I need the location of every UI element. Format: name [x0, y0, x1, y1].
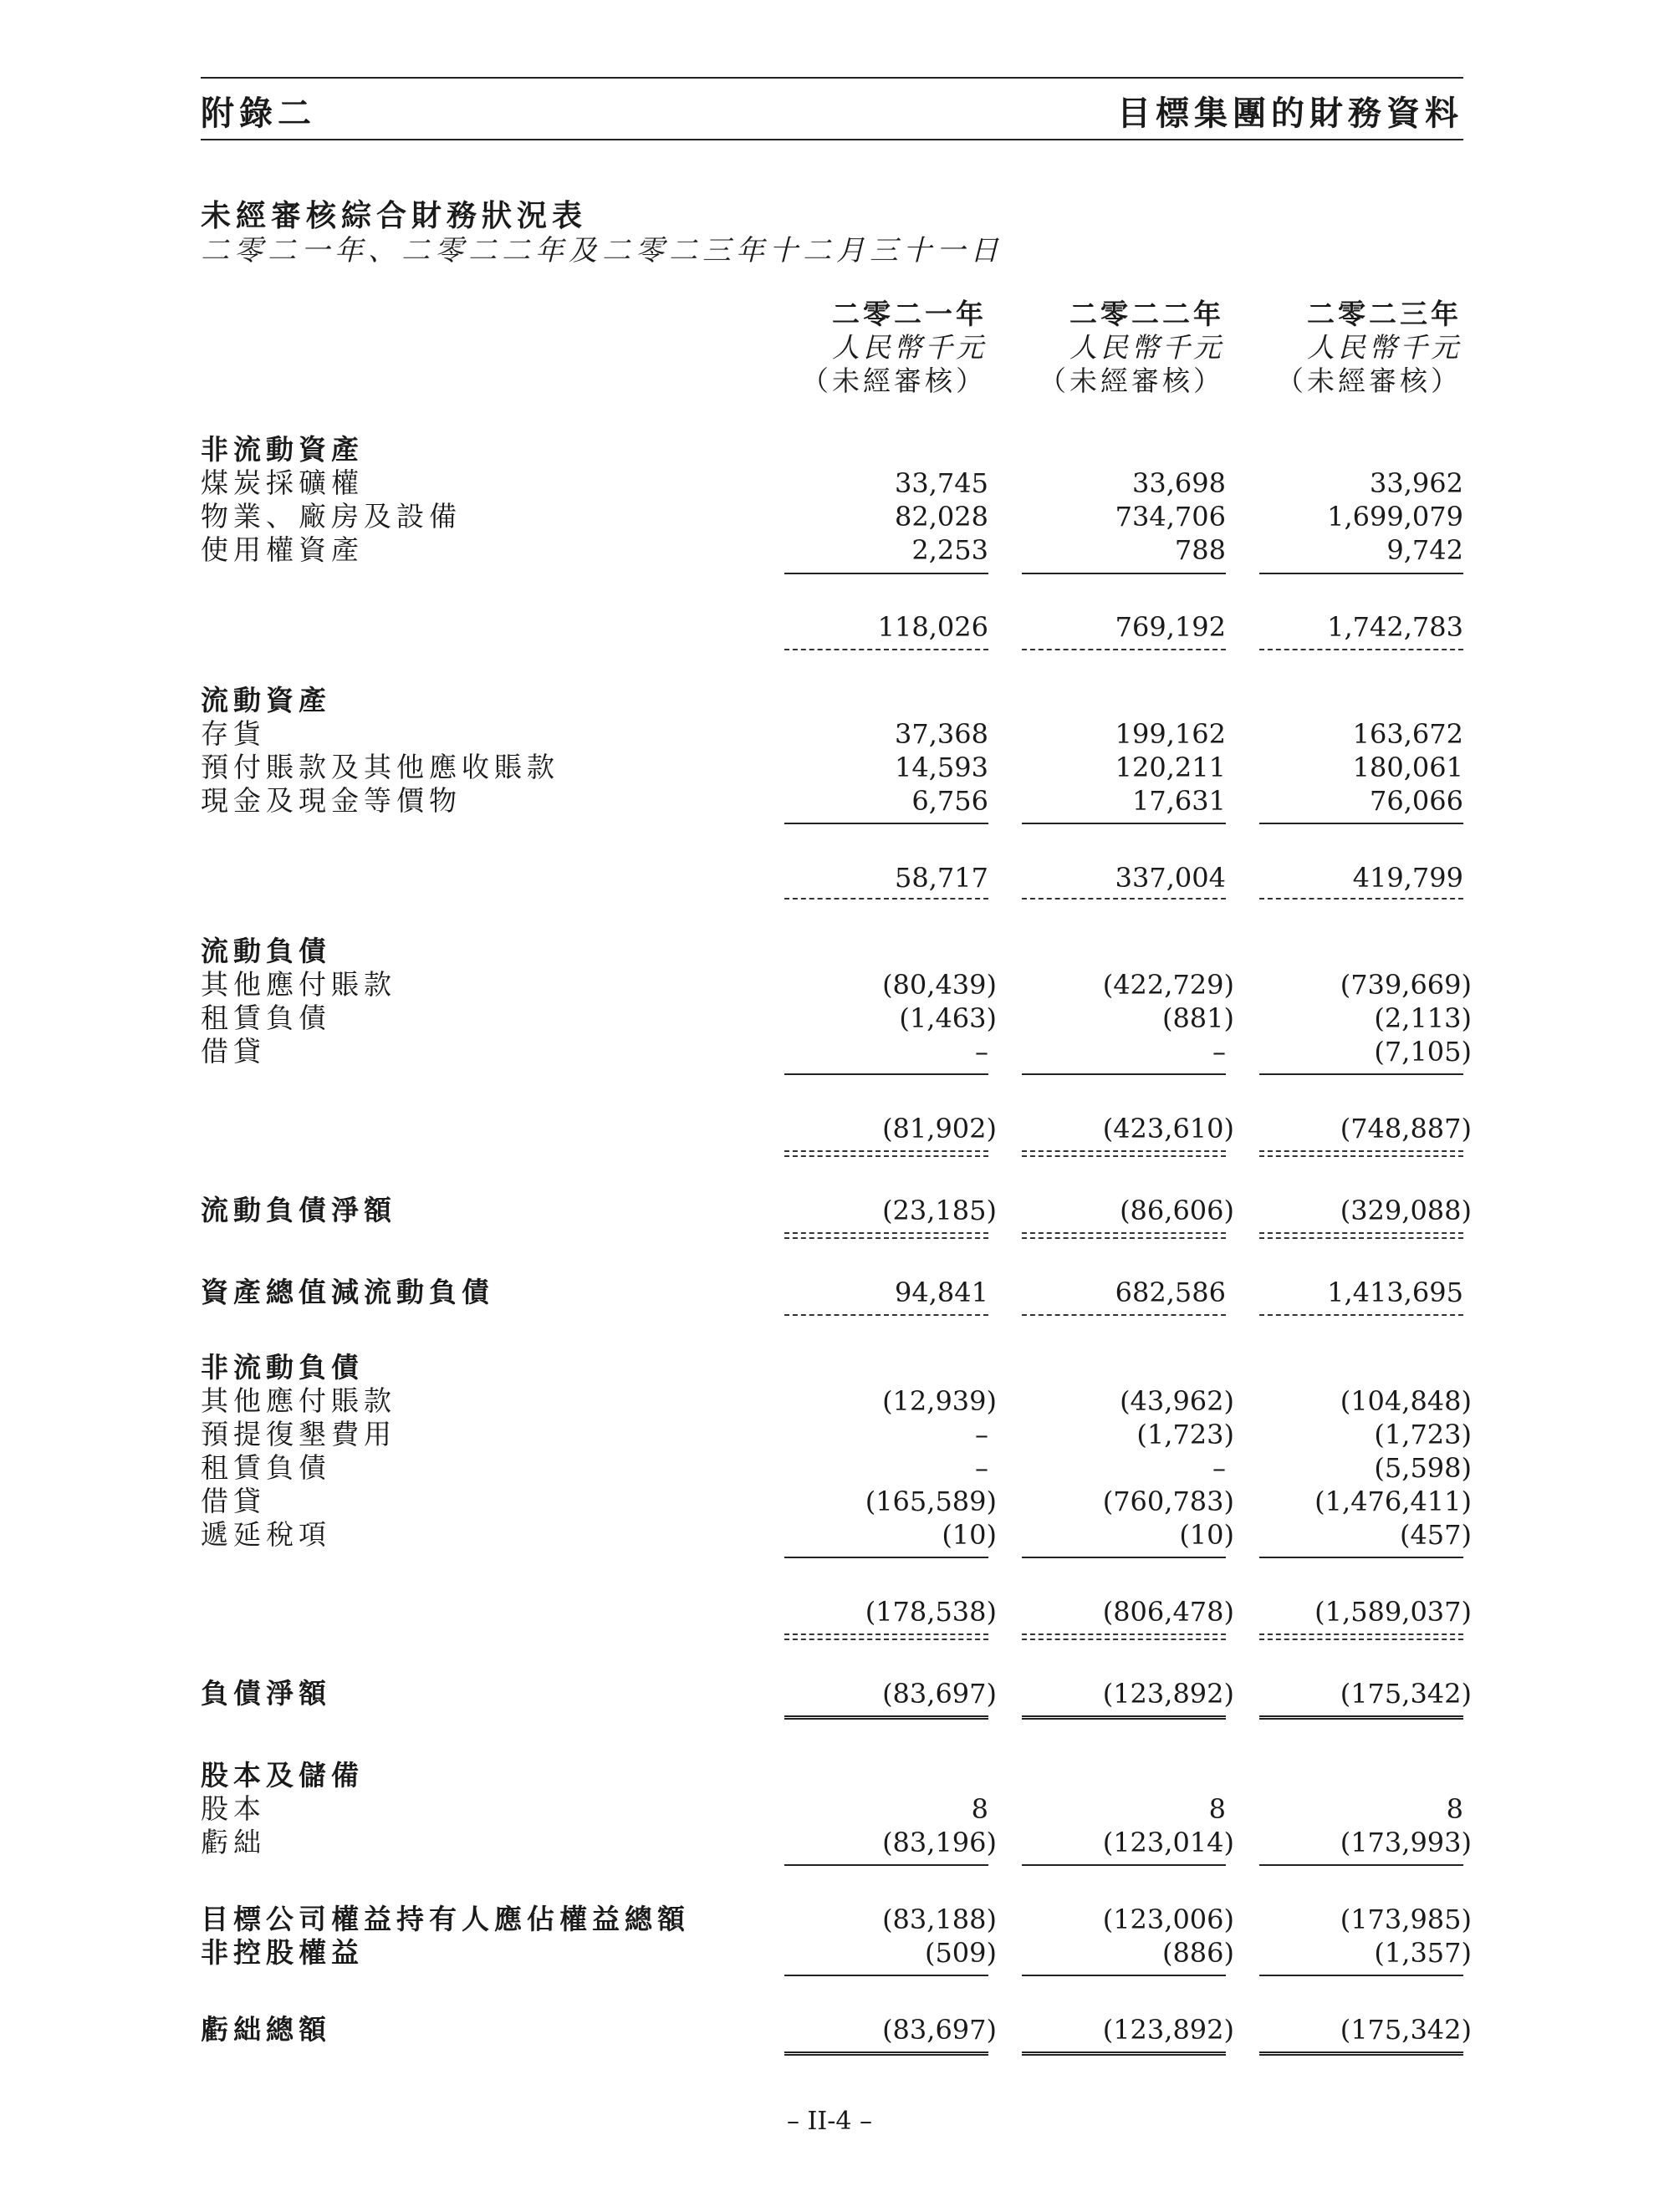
- row-value: 1,699,079: [1327, 501, 1463, 533]
- row-label: 使用權資產: [201, 533, 364, 566]
- row-label: 預付賬款及其他應收賬款: [201, 751, 559, 783]
- row-value: (881): [1161, 1002, 1234, 1034]
- row-value: 33,698: [1132, 467, 1226, 499]
- row-value: –: [1212, 1452, 1226, 1484]
- total-rule: [784, 1237, 988, 1239]
- row-label: 租賃負債: [201, 1002, 331, 1034]
- row-label: 遞延稅項: [201, 1518, 331, 1551]
- total-rule: [1259, 1155, 1463, 1157]
- subtotal-rule: [1259, 1975, 1463, 1976]
- row-value: (329,088): [1340, 1195, 1472, 1226]
- row-label: 借貸: [201, 1035, 266, 1068]
- subtotal-rule: [784, 1864, 988, 1866]
- total-rule: [1259, 649, 1463, 650]
- section-heading: 非流動資產: [201, 433, 364, 466]
- subtotal-rule: [784, 573, 988, 574]
- row-label: 資產總值減流動負債: [201, 1276, 494, 1308]
- total-rule: [1022, 1155, 1226, 1157]
- total-value: (178,538): [865, 1596, 997, 1628]
- total-rule: [784, 1150, 988, 1152]
- row-value: 180,061: [1352, 752, 1463, 783]
- total-rule: [784, 1314, 988, 1316]
- total-value: 337,004: [1115, 862, 1226, 894]
- column-unit: 人民幣千元: [832, 331, 987, 364]
- row-value: (10): [1179, 1519, 1234, 1551]
- subtotal-rule: [1022, 1557, 1226, 1558]
- row-value: –: [975, 1452, 988, 1484]
- subtotal-rule: [784, 1975, 988, 1976]
- row-value: 33,745: [895, 467, 988, 499]
- row-value: –: [975, 1419, 988, 1450]
- total-rule: [1259, 1634, 1463, 1635]
- row-value: (2,113): [1374, 1002, 1472, 1034]
- section-heading: 非流動負債: [201, 1351, 364, 1384]
- row-value: (83,196): [882, 1827, 997, 1858]
- section-heading: 流動負債: [201, 935, 331, 967]
- row-value: 1,413,695: [1327, 1277, 1463, 1308]
- row-value: 163,672: [1352, 718, 1463, 750]
- total-rule: [784, 1634, 988, 1635]
- total-value: (806,478): [1102, 1596, 1234, 1628]
- row-value: (86,606): [1120, 1195, 1234, 1226]
- column-note: （未經審核）: [1276, 364, 1462, 397]
- row-value: (83,188): [882, 1904, 997, 1935]
- section-heading: 流動資產: [201, 684, 331, 716]
- total-rule: [1259, 1639, 1463, 1640]
- row-value: (23,185): [882, 1195, 997, 1226]
- row-value: 94,841: [895, 1277, 988, 1308]
- total-value: 118,026: [877, 611, 988, 643]
- row-value: 8: [971, 1793, 988, 1825]
- column-note: （未經審核）: [801, 364, 987, 397]
- total-rule: [1259, 1237, 1463, 1239]
- row-value: 9,742: [1386, 534, 1463, 566]
- row-value: 37,368: [895, 718, 988, 750]
- row-value: 76,066: [1370, 785, 1463, 817]
- statement-title: 未經審核綜合財務狀況表: [201, 198, 588, 233]
- subtotal-rule: [1022, 1864, 1226, 1866]
- row-value: 199,162: [1115, 718, 1226, 750]
- row-value: 120,211: [1115, 752, 1226, 783]
- row-value: (457): [1399, 1519, 1472, 1551]
- total-rule: [1259, 1150, 1463, 1152]
- total-value: 419,799: [1352, 862, 1463, 894]
- row-value: (886): [1161, 1937, 1234, 1969]
- column-year: 二零二二年: [1069, 298, 1224, 330]
- subtotal-rule: [1259, 1557, 1463, 1558]
- row-label: 虧絀: [201, 1826, 266, 1858]
- row-value: (1,723): [1374, 1419, 1472, 1450]
- total-value: (81,902): [882, 1113, 997, 1144]
- subtotal-rule: [1259, 1073, 1463, 1075]
- section-heading: 股本及儲備: [201, 1759, 364, 1792]
- row-value: 33,962: [1370, 467, 1463, 499]
- section-title: 目標集團的財務資料: [1117, 94, 1463, 133]
- row-value: 788: [1174, 534, 1226, 566]
- column-year: 二零二一年: [832, 298, 987, 330]
- column-header-2021: [753, 298, 987, 398]
- row-label: 目標公司權益持有人應佔權益總額: [201, 1903, 690, 1935]
- total-rule: [784, 1639, 988, 1640]
- row-value: 6,756: [911, 785, 988, 817]
- row-value: 2,253: [911, 534, 988, 566]
- subtotal-rule: [1259, 823, 1463, 824]
- total-rule: [1259, 898, 1463, 900]
- row-label: 借貸: [201, 1485, 266, 1517]
- grand-total-rule: [1259, 2051, 1463, 2058]
- row-value: 17,631: [1132, 785, 1226, 817]
- subtotal-rule: [784, 1557, 988, 1558]
- row-label: 其他應付賬款: [201, 1384, 396, 1417]
- total-rule: [784, 649, 988, 650]
- grand-total-rule: [1259, 1715, 1463, 1722]
- row-value: 682,586: [1115, 1277, 1226, 1308]
- row-value: (760,783): [1102, 1486, 1234, 1517]
- row-value: (104,848): [1340, 1385, 1472, 1417]
- column-unit: 人民幣千元: [1069, 331, 1224, 364]
- grand-total-rule: [784, 1715, 988, 1722]
- grand-total-rule: [784, 2051, 988, 2058]
- page-header: [201, 77, 1463, 140]
- row-value: (10): [942, 1519, 997, 1551]
- row-value: 82,028: [895, 501, 988, 533]
- row-value: (123,014): [1102, 1827, 1234, 1858]
- row-value: 8: [1208, 1793, 1226, 1825]
- subtotal-rule: [1022, 573, 1226, 574]
- column-header-2022: [990, 298, 1224, 398]
- row-label: 預提復墾費用: [201, 1418, 396, 1450]
- column-header-2023: [1228, 298, 1462, 398]
- row-value: –: [975, 1036, 988, 1068]
- subtotal-rule: [1259, 1864, 1463, 1866]
- row-label: 虧絀總額: [201, 2013, 331, 2046]
- subtotal-rule: [784, 823, 988, 824]
- row-value: 8: [1446, 1793, 1463, 1825]
- row-value: (5,598): [1374, 1452, 1472, 1484]
- statement-dates: 二零二一年、二零二二年及二零二三年十二月三十一日: [201, 234, 1003, 268]
- subtotal-rule: [1022, 1975, 1226, 1976]
- column-unit: 人民幣千元: [1307, 331, 1462, 364]
- row-value: (1,476,411): [1314, 1486, 1472, 1517]
- total-rule: [1022, 1634, 1226, 1635]
- subtotal-rule: [1022, 1073, 1226, 1075]
- row-label: 流動負債淨額: [201, 1194, 396, 1226]
- total-value: 769,192: [1115, 611, 1226, 643]
- total-rule: [784, 1232, 988, 1234]
- row-value: (83,697): [882, 1678, 997, 1710]
- row-label: 現金及現金等價物: [201, 784, 462, 817]
- row-value: (422,729): [1102, 969, 1234, 1001]
- row-label: 股本: [201, 1792, 266, 1825]
- row-value: (175,342): [1340, 2014, 1472, 2046]
- subtotal-rule: [1259, 573, 1463, 574]
- row-value: (12,939): [882, 1385, 997, 1417]
- total-rule: [1022, 1639, 1226, 1640]
- total-rule: [1022, 898, 1226, 900]
- total-rule: [1022, 1150, 1226, 1152]
- row-value: (173,993): [1340, 1827, 1472, 1858]
- row-value: (123,006): [1102, 1904, 1234, 1935]
- total-value: (1,589,037): [1314, 1596, 1472, 1628]
- column-note: （未經審核）: [1039, 364, 1224, 397]
- row-label: 租賃負債: [201, 1451, 331, 1484]
- row-value: –: [1212, 1036, 1226, 1068]
- subtotal-rule: [1022, 823, 1226, 824]
- subtotal-rule: [784, 1073, 988, 1075]
- column-year: 二零二三年: [1307, 298, 1462, 330]
- total-rule: [1259, 1314, 1463, 1316]
- row-value: (123,892): [1102, 1678, 1234, 1710]
- row-value: (175,342): [1340, 1678, 1472, 1710]
- total-value: 58,717: [895, 862, 988, 894]
- total-value: 1,742,783: [1327, 611, 1463, 643]
- row-value: (1,463): [899, 1002, 997, 1034]
- row-label: 其他應付賬款: [201, 968, 396, 1001]
- row-value: (165,589): [865, 1486, 997, 1517]
- row-value: 14,593: [895, 752, 988, 783]
- row-value: (173,985): [1340, 1904, 1472, 1935]
- row-value: 734,706: [1115, 501, 1226, 533]
- row-value: (7,105): [1374, 1036, 1472, 1068]
- row-label: 非控股權益: [201, 1936, 364, 1969]
- row-value: (1,723): [1136, 1419, 1234, 1450]
- page-number: – II-4 –: [787, 2107, 872, 2136]
- total-rule: [1022, 1232, 1226, 1234]
- row-value: (43,962): [1120, 1385, 1234, 1417]
- row-value: (509): [924, 1937, 997, 1969]
- total-rule: [1022, 1237, 1226, 1239]
- grand-total-rule: [1022, 2051, 1226, 2058]
- row-value: (83,697): [882, 2014, 997, 2046]
- row-value: (1,357): [1374, 1937, 1472, 1969]
- row-label: 煤炭採礦權: [201, 466, 364, 499]
- row-value: (123,892): [1102, 2014, 1234, 2046]
- row-label: 物業、廠房及設備: [201, 500, 462, 533]
- row-label: 負債淨額: [201, 1677, 331, 1710]
- total-rule: [784, 898, 988, 900]
- row-label: 存貨: [201, 717, 266, 750]
- row-value: (80,439): [882, 969, 997, 1001]
- total-value: (423,610): [1102, 1113, 1234, 1144]
- grand-total-rule: [1022, 1715, 1226, 1722]
- total-rule: [784, 1155, 988, 1157]
- row-value: (739,669): [1340, 969, 1472, 1001]
- total-rule: [1259, 1232, 1463, 1234]
- total-rule: [1022, 1314, 1226, 1316]
- total-value: (748,887): [1340, 1113, 1472, 1144]
- appendix-label: 附錄二: [201, 94, 316, 133]
- total-rule: [1022, 649, 1226, 650]
